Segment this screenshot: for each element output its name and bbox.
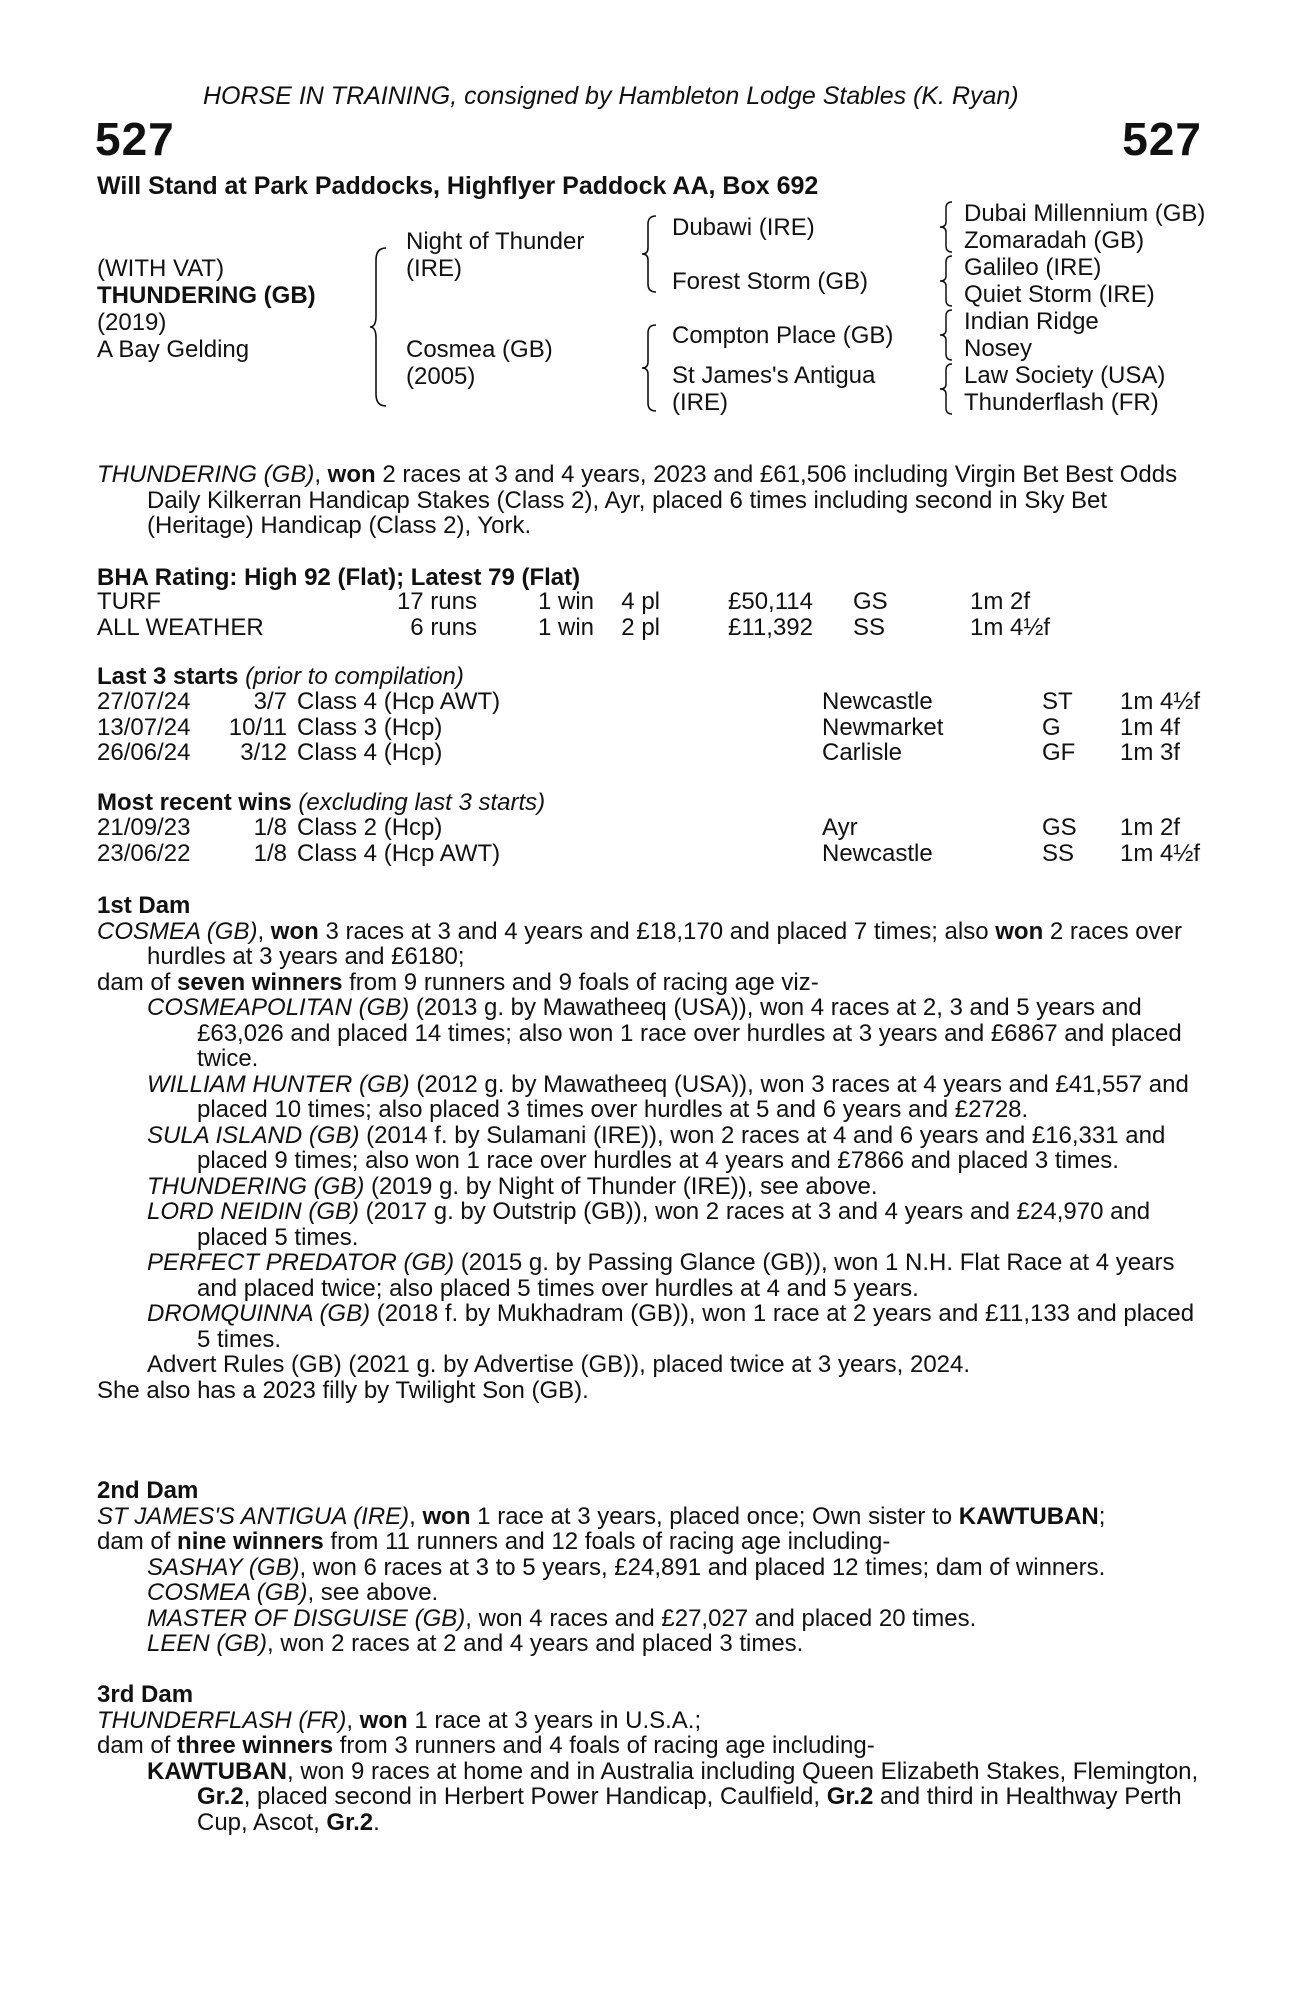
summary-text: 2 races at 3 and 4 years, 2023 and £61,506 including Virgin Bet Best Odds Daily Kilkerran Handicap Stakes (Class 2), Ayr, placed 6 times including second in Sky Bet (Heritage) Handicap (Class 2), York. xyxy=(147,461,1178,539)
list-item: SULA ISLAND (GB) (2014 f. by Sulamani (IRE)), won 2 races at 4 and 6 years and £16,331 and placed 9 times; also won 1 race over hurdles at 4 years and £7866 and placed 3 times. xyxy=(147,1121,1166,1174)
table-row: 13/07/24 10/11 Class 3 (Hcp) Newmarket G 1m 4f xyxy=(97,713,1181,741)
vat-note: (WITH VAT) xyxy=(97,255,225,282)
g-dam-dam-dam: Thunderflash (FR) xyxy=(964,389,1159,416)
horse-year: (2019) xyxy=(97,309,167,336)
recent-wins-table xyxy=(97,815,1200,866)
list-item: COSMEA (GB), see above. xyxy=(147,1579,439,1606)
g-dam-sire-dam: Nosey xyxy=(964,335,1033,362)
summary-horse-name: THUNDERING (GB) xyxy=(97,461,315,488)
g-sire-sire-dam: Zomaradah (GB) xyxy=(964,227,1145,254)
g-sire-dam-dam: Quiet Storm (IRE) xyxy=(964,281,1155,308)
sire: Night of Thunder (IRE) xyxy=(406,228,585,282)
table-row: TURF 17 runs 1 win 4 pl £50,114 GS 1m 2f xyxy=(97,588,1031,615)
list-item: COSMEAPOLITAN (GB) (2013 g. by Mawatheeq (USA)), won 4 races at 2, 3 and 5 years and £63,026 and placed 14 times; also won 1 race over hurdles at 3 years and £6867 and placed twice. xyxy=(147,994,1182,1072)
brace-dam xyxy=(640,323,660,413)
first-dam-section: 1st Dam COSMEA (GB), won 3 races at 3 and 4 years and £18,170 and placed 7 times; also won 2 races over hurdles at 3 years and £6180; dam of seven winners from 9 runners and 9 foals of racing age viz- COSMEAPOLITAN (GB) (2013 g. by Mawatheeq (USA)), won 4 races at 2, 3 and 5 years and £63,026 and placed 14 times; also won 1 race over hurdles at 3 years and £6867 and placed twice. WILLIAM HUNTER (GB) (2012 g. by Mawatheeq (USA)), won 3 races at 4 years and £41,557 and placed 10 times; also placed 3 times over hurdles at 5 and 6 years and £2728. SULA ISLAND (GB) (2014 f. by Sulamani (IRE)), won 2 races at 4 and 6 years and £16,331 and placed 9 times; also won 1 race over hurdles at 4 years and £7866 and placed 3 times. THUNDERING (GB) (2019 g. by Night of Thunder (IRE)), see above. LORD NEIDIN (GB) (2017 g. by Outstrip (GB)), won 2 races at 3 and 4 years and £24,970 and placed 5 times. PERFECT PREDATOR (GB) (2015 g. by Passing Glance (GB)), won 1 N.H. Flat Race at 4 years and placed twice; also placed 5 times over hurdles at 4 and 5 years. DROMQUINNA (GB) (2018 f. by Mukhadram (GB)), won 1 race at 2 years and £11,133 and placed 5 times. Advert Rules (GB) (2021 g. by Advertise (GB)), placed twice at 3 years, 2024. She also has a 2023 filly by Twilight Son (GB). xyxy=(97,893,1202,1403)
table-row: 23/06/22 1/8 Class 4 (Hcp AWT) Newcastle SS 1m 4½f xyxy=(97,839,1201,867)
summary-won: won xyxy=(327,461,376,488)
brace-dd xyxy=(938,362,956,416)
g-dam-sire-sire: Indian Ridge xyxy=(964,308,1099,335)
brace-ss xyxy=(938,200,956,254)
g-sire-sire-sire: Dubai Millennium (GB) xyxy=(964,200,1206,227)
dam-sire: Compton Place (GB) xyxy=(672,322,894,349)
list-item: PERFECT PREDATOR (GB) (2015 g. by Passing Glance (GB)), won 1 N.H. Flat Race at 4 years and placed twice; also placed 5 times over hurdles at 4 and 5 years. xyxy=(147,1249,1175,1302)
brace-main xyxy=(368,246,390,408)
table-row: 26/06/24 3/12 Class 4 (Hcp) Carlisle GF 1m 3f xyxy=(97,739,1181,766)
table-row: ALL WEATHER 6 runs 1 win 2 pl £11,392 SS 1m 4½f xyxy=(97,613,1051,641)
sire-dam: Forest Storm (GB) xyxy=(672,268,869,295)
last3-title: Last 3 starts (prior to compilation) xyxy=(97,663,464,690)
brace-sd xyxy=(938,254,956,308)
rating-table xyxy=(97,589,1050,640)
third-dam-section: 3rd Dam THUNDERFLASH (FR), won 1 race at 3 years in U.S.A.; dam of three winners from 3 runners and 4 foals of racing age including- KAWTUBAN, won 9 races at home and in Australia including Queen Elizabeth Stakes, Flemington, Gr.2, placed second in Herbert Power Handicap, Caulfield, Gr.2 and third in Healthway Perth Cup, Ascot, Gr.2. xyxy=(97,1682,1202,1835)
third-dam-title: 3rd Dam xyxy=(97,1681,194,1708)
recent-wins-title: Most recent wins (excluding last 3 starts) xyxy=(97,789,546,816)
also-note: She also has a 2023 filly by Twilight Son (GB). xyxy=(97,1376,589,1404)
g-dam-dam-sire: Law Society (USA) xyxy=(964,362,1166,389)
dam-dam: St James's Antigua (IRE) xyxy=(672,362,876,416)
list-item: WILLIAM HUNTER (GB) (2012 g. by Mawatheeq (USA)), won 3 races at 4 years and £41,557 and placed 10 times; also placed 3 times over hurdles at 5 and 6 years and £2728. xyxy=(147,1070,1189,1123)
first-dam-title: 1st Dam xyxy=(97,892,191,919)
lot-number-right: 527 xyxy=(1122,113,1202,165)
list-item: LEEN (GB), won 2 races at 2 and 4 years and placed 3 times. xyxy=(147,1630,804,1657)
stand-location: Will Stand at Park Paddocks, Highflyer Paddock AA, Box 692 xyxy=(97,172,819,200)
list-item: SASHAY (GB), won 6 races at 3 to 5 years, £24,891 and placed 12 times; dam of winners. xyxy=(147,1553,1106,1581)
last3-table xyxy=(97,689,1200,766)
list-item: MASTER OF DISGUISE (GB), won 4 races and £27,027 and placed 20 times. xyxy=(147,1604,977,1632)
consignment-line: HORSE IN TRAINING, consigned by Hambleton Lodge Stables (K. Ryan) xyxy=(203,82,1019,110)
brace-ds xyxy=(938,308,956,362)
list-item: DROMQUINNA (GB) (2018 f. by Mukhadram (GB)), won 1 race at 2 years and £11,133 and placed 5 times. xyxy=(147,1300,1195,1353)
table-row: 27/07/24 3/7 Class 4 (Hcp AWT) Newcastle ST 1m 4½f xyxy=(97,688,1201,715)
sire-sire: Dubawi (IRE) xyxy=(672,214,815,241)
horse-name: THUNDERING (GB) xyxy=(97,282,316,309)
table-row: 21/09/23 1/8 Class 2 (Hcp) Ayr GS 1m 2f xyxy=(97,814,1181,841)
list-item: KAWTUBAN, won 9 races at home and in Australia including Queen Elizabeth Stakes, Flemington, Gr.2, placed second in Herbert Power Handicap, Caulfield, Gr.2 and third in Healthway Perth Cup, Ascot, Gr.2. xyxy=(147,1757,1199,1836)
list-item: LORD NEIDIN (GB) (2017 g. by Outstrip (GB)), won 2 races at 3 and 4 years and £24,970 and placed 5 times. xyxy=(147,1198,1151,1251)
g-sire-dam-sire: Galileo (IRE) xyxy=(964,254,1102,281)
list-item: Advert Rules (GB) (2021 g. by Advertise (GB)), placed twice at 3 years, 2024. xyxy=(147,1351,971,1378)
lot-number-left: 527 xyxy=(95,113,175,165)
second-dam-title: 2nd Dam xyxy=(97,1477,199,1504)
horse-ident xyxy=(97,255,316,363)
list-item: THUNDERING (GB) (2019 g. by Night of Thunder (IRE)), see above. xyxy=(147,1172,878,1200)
race-summary: THUNDERING (GB), won 2 races at 3 and 4 years, 2023 and £61,506 including Virgin Bet Best Odds Daily Kilkerran Handicap Stakes (Class 2), Ayr, placed 6 times including second in Sky Bet (Heritage) Handicap (Class 2), York. xyxy=(97,461,1178,539)
horse-description: A Bay Gelding xyxy=(97,336,250,363)
dam: Cosmea (GB) (2005) xyxy=(406,336,553,390)
brace-sire xyxy=(640,214,660,294)
second-dam-section: 2nd Dam ST JAMES'S ANTIGUA (IRE), won 1 race at 3 years, placed once; Own sister to KAWTUBAN; dam of nine winners from 11 runners and 12 foals of racing age including- SASHAY (GB), won 6 races at 3 to 5 years, £24,891 and placed 12 times; dam of winners. COSMEA (GB), see above. MASTER OF DISGUISE (GB), won 4 races and £27,027 and placed 20 times. LEEN (GB), won 2 races at 2 and 4 years and placed 3 times. xyxy=(97,1478,1202,1657)
bha-rating-title: BHA Rating: High 92 (Flat); Latest 79 (Flat) xyxy=(97,564,581,591)
